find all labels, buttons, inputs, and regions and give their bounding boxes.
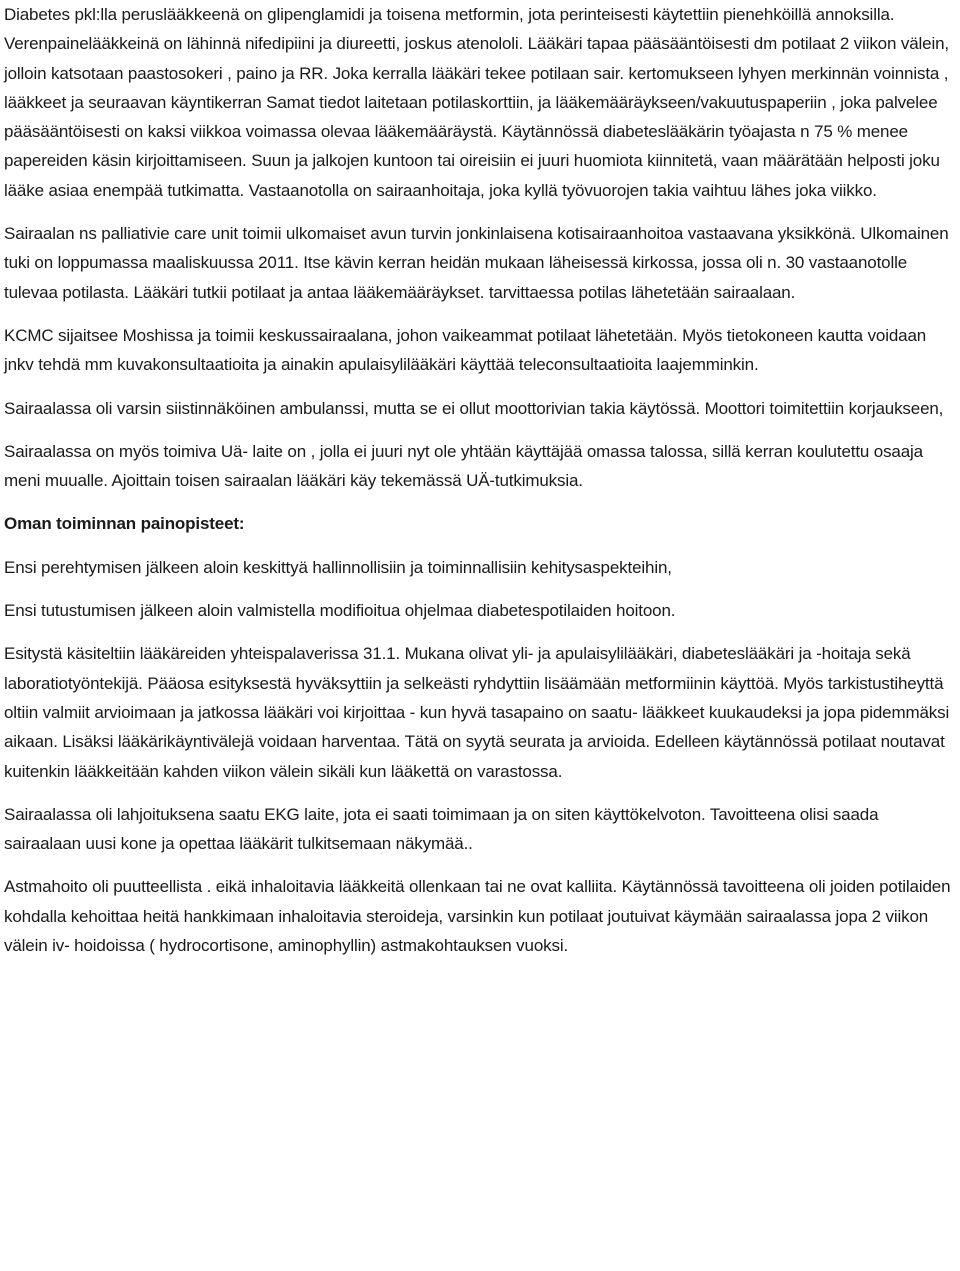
paragraph-ekg: Sairaalassa oli lahjoituksena saatu EKG laite, jota ei saati toimimaan ja on siten käyttökelvoton. Tavoitteena olisi saada sairaalaan uusi kone ja opettaa lääkärit tulkitsemaan näkymää..: [4, 804, 879, 854]
paragraph-focus-program: Ensi tutustumisen jälkeen aloin valmistella modifioitua ohjelmaa diabetespotilaiden hoitoon.: [4, 601, 676, 621]
paragraph-palliative-care: Sairaalan ns palliativie care unit toimii ulkomaiset avun turvin jonkinlaisena kotisairaanhoitoa vastaavana yksikkönä. Ulkomainen tuki on loppumassa maaliskuussa 2011. Itse kävin kerran heidän mukaan läheisessä kirkossa, jossa oli n. 30 vastaanotolle tulevaa potilasta. Lääkäri tutkii potilaat ja antaa lääkemääräykset. tarvittaessa potilas lähetetään sairaalaan.: [4, 224, 949, 302]
paragraph-asthma: Astmahoito oli puutteellista . eikä inhaloitavia lääkkeitä ollenkaan tai ne ovat kalliita. Käytännössä tavoitteena oli joiden potilaiden kohdalla kehoittaa heitä hankkimaan inhaloitavia steroideja, varsinkin kun potilaat joutuivat käymään sairaalassa jopa 2 viikon välein iv- hoidoissa ( hydrocortisone, aminophyllin) astmakohtauksen vuoksi.: [4, 877, 951, 956]
section-heading: Oman toiminnan painopisteet:: [4, 514, 245, 534]
paragraph-ultrasound: Sairaalassa on myös toimiva Uä- laite on , jolla ei juuri nyt ole yhtään käyttäjää omassa talossa, sillä kerran koulutettu osaaja meni muualle. Ajoittain toisen sairaalan lääkäri käy tekemässä UÄ-tutkimuksia.: [4, 441, 923, 491]
paragraph-ambulance: Sairaalassa oli varsin siistinnäköinen ambulanssi, mutta se ei ollut moottorivian takia käytössä. Moottori toimitettiin korjaukseen,: [4, 398, 944, 418]
paragraph-meeting: Esitystä käsiteltiin lääkäreiden yhteispalaverissa 31.1. Mukana olivat yli- ja apulaisylilääkäri, diabeteslääkäri ja -hoitaja sekä laboratiotyöntekijä. Pääosa esityksestä hyväksyttiin ja selkeästi ryhdyttiin lisäämään metformiinin käyttöä. Myös tarkistustiheyttä oltiin valmiit arvioimaan ja jatkossa lääkäri voi kirjoittaa - kun hyvä tasapaino on saatu- lääkkeet kuukaudeksi ja jopa pidemmäksi aikaan. Lisäksi lääkärikäyntivälejä voidaan harventaa. Tätä on syytä seurata ja arvioida. Edelleen käytännössä potilaat noutavat kuitenkin lääkkeitään kahden viikon välein sikäli kun lääkettä on varastossa.: [4, 644, 950, 781]
paragraph-kcmc: KCMC sijaitsee Moshissa ja toimii keskussairaalana, johon vaikeammat potilaat lähetetään. Myös tietokoneen kautta voidaan jnkv tehdä mm kuvakonsultaatioita ja ainakin apulaisylilääkäri käyttää teleconsultaatioita laajemminkin.: [4, 325, 927, 375]
paragraph-focus-admin: Ensi perehtymisen jälkeen aloin keskittyä hallinnollisiin ja toiminnallisiin kehitysaspekteihin,: [4, 557, 672, 577]
document-page: [4, 0, 956, 960]
paragraph-diabetes-care: Diabetes pkl:lla peruslääkkeenä on glipenglamidi ja toisena metformin, jota perinteisesti käytettiin pienehköillä annoksilla. Verenpainelääkkeinä on lähinnä nifedipiini ja diureetti, joskus atenololi. Lääkäri tapaa pääsääntöisesti dm potilaat 2 viikon välein, jolloin katsotaan paastosokeri , paino ja RR. Joka kerralla lääkäri tekee potilaan sair. kertomukseen lyhyen merkinnän voinnista , lääkkeet ja seuraavan käyntikerran Samat tiedot laitetaan potilaskorttiin, ja lääkemääräykseen/vakuutuspaperiin , joka palvelee pääsääntöisesti on kaksi viikkoa voimassa olevaa lääkemääräystä. Käytännössä diabeteslääkärin työajasta n 75 % menee papereiden käsin kirjoittamiseen. Suun ja jalkojen kuntoon tai oireisiin ei juuri huomiota kiinnitetä, vaan määrätään helposti joku lääke asiaa enempää tutkimatta. Vastaanotolla on sairaanhoitaja, joka kyllä työvuorojen takia vaihtuu lähes joka viikko.: [4, 5, 949, 200]
